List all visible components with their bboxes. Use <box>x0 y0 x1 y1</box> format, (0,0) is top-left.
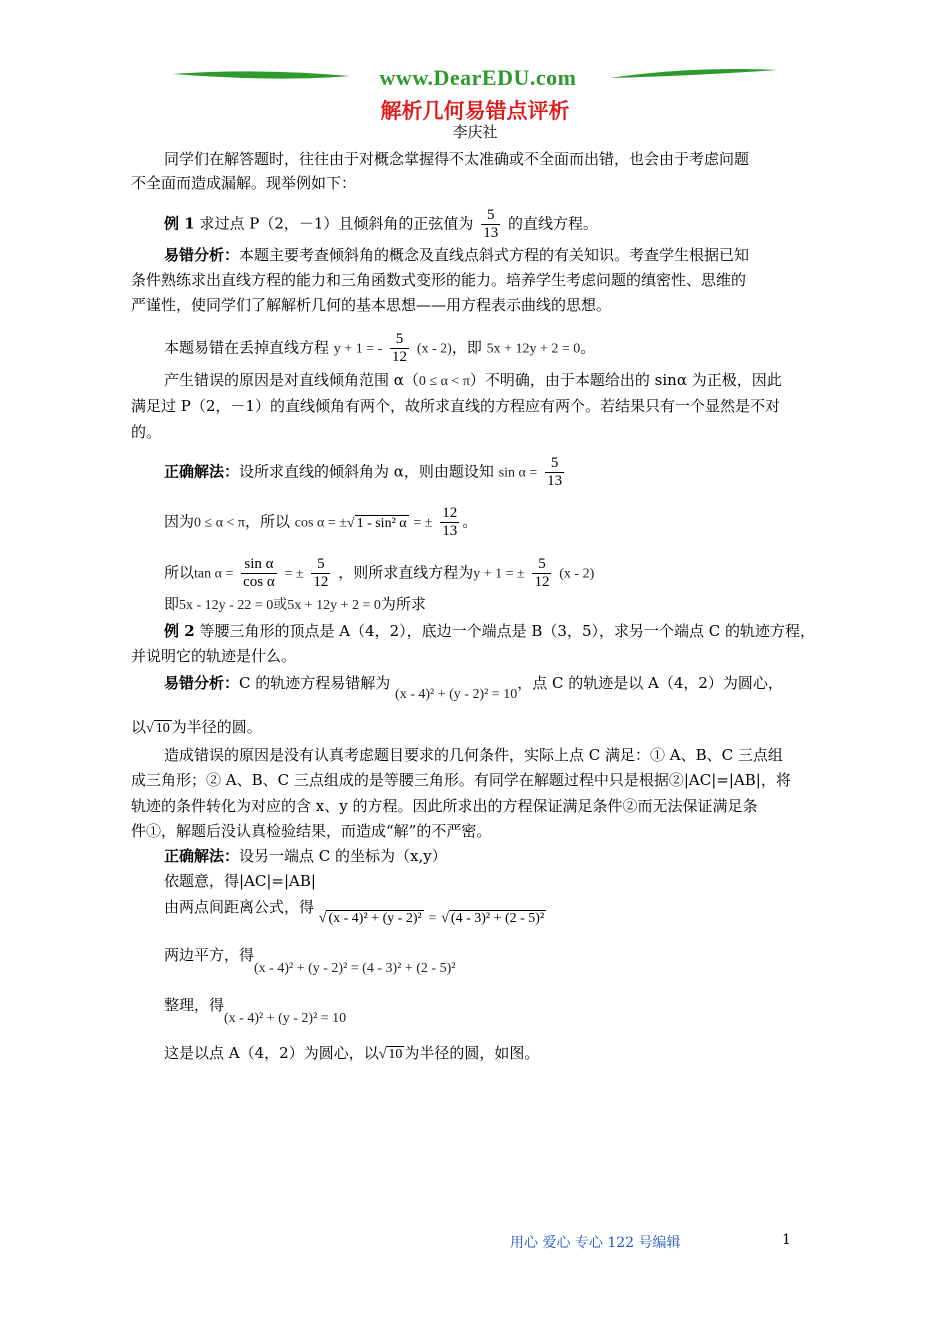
solution-2-line-3: 由两点间距离公式，得 √ (x - 4)² + (y - 2)² = √ (4 - 3)² + (2 - 5)² <box>164 898 545 926</box>
solution-2-line-2: 依题意，得|AC|=|AB| <box>164 872 316 890</box>
site-url: www.DearEDU.com <box>379 65 577 90</box>
analysis-2-cause-2: 成三角形；② A、B、C 三点组成的是等腰三角形。有同学在解题过程中只是根据②|AC|=|AB|，将 <box>131 771 791 789</box>
example-2-line-2: 并说明它的轨迹是什么。 <box>131 647 297 665</box>
analysis-1-cause-1: 产生错误的原因是对直线倾角范围 α（0 ≤ α < π）不明确，由于本题给出的 sinα 为正极，因此 <box>164 371 782 389</box>
page-title: 解析几何易错点评析 <box>380 98 570 123</box>
example-1-label: 例 1 <box>164 214 195 233</box>
analysis-2-cause-4: 件①，解题后没认真检验结果，而造成“解”的不严密。 <box>131 822 492 840</box>
solution-2-line-4: 两边平方，得(x - 4)² + (y - 2)² = (4 - 3)² + (2 - 5)² <box>164 946 456 976</box>
analysis-1-cause-3: 的。 <box>131 423 162 441</box>
site-header <box>170 62 780 92</box>
solution-1-line-4: 即5x - 12y - 22 = 0或5x + 12y + 2 = 0为所求 <box>164 595 426 613</box>
analysis-1-line-3: 严谨性，使同学们了解解析几何的基本思想——用方程表示曲线的思想。 <box>131 296 612 314</box>
analysis-2-cause-3: 轨迹的条件转化为对应的含 x、y 的方程。因此所求出的方程保证满足条件②而无法保证满足条 <box>131 797 758 815</box>
example-1 <box>164 207 598 242</box>
analysis-1-line-2: 条件熟练求出直线方程的能力和三角函数式变形的能力。培养学生考虑问题的缜密性、思维的 <box>131 271 747 289</box>
analysis-1-dropped-eq: 本题易错在丢掉直线方程 y + 1 = - $\frac{5}{12}$ (x - 2)，即 5x + 12y + 2 = 0。 <box>164 331 596 365</box>
solution-2-line-1: 正确解法：设另一端点 C 的坐标为（x,y） <box>164 847 447 865</box>
analysis-2-line-1: 易错分析：C 的轨迹方程易错解为 (x - 4)² + (y - 2)² = 10，点 C 的轨迹是以 A（4，2）为圆心， <box>164 674 783 702</box>
solution-1-line-2: 因为0 ≤ α < π，所以 cos α = ±√ 1 - sin² α = ± $\frac{12}{13}$ 。 <box>164 505 478 539</box>
analysis-1-cause-2: 满足过 P（2，－1）的直线倾角有两个，故所求直线的方程应有两个。若结果只有一个显然是不对 <box>131 397 780 415</box>
intro-line-2: 不全面而造成漏解。现举例如下： <box>131 174 357 192</box>
solution-1-line-3: 所以tan α = $\frac{\text{sin α}}{\text{cos α}}$ = ± $\frac{5}{12}$ ，则所求直线方程为y + 1 = ± $\frac{5}{12}$ (x - 2) <box>164 556 595 590</box>
footer-text: 用心 爱心 专心 122 号编辑 <box>510 1235 681 1251</box>
solution-1-line-1: 正确解法：设所求直线的倾斜角为 α，则由题设知 sin α = $\frac{5}{13}$ <box>164 455 563 489</box>
page-number: 1 <box>782 1232 791 1248</box>
author: 李庆社 <box>452 123 498 141</box>
intro-line-1: 同学们在解答题时，往往由于对概念掌握得不太准确或不全面而出错，也会由于考虑问题 <box>164 150 750 168</box>
example-1-text-a: 求过点 P（2，－1）且倾斜角的正弦值为 <box>199 214 474 233</box>
analysis-2-line-2: 以√ 10 为半径的圆。 <box>131 718 262 736</box>
sqrt-sign: √ 1 - sin² α <box>346 515 407 531</box>
solution-2-line-5: 整理，得(x - 4)² + (y - 2)² = 10 <box>164 996 347 1026</box>
solution-2-line-6: 这是以点 A（4，2）为圆心，以√ 10 为半径的圆，如图。 <box>164 1044 540 1062</box>
analysis-2-cause-1: 造成错误的原因是没有认真考虑题目要求的几何条件，实际上点 C 满足：① A、B、C 三点组 <box>164 746 783 764</box>
example-2-line-1: 例 2 等腰三角形的顶点是 A（4，2），底边一个端点是 B（3，5），求另一个端点 C 的轨迹方程， <box>164 622 816 640</box>
analysis-1-line-1: 易错分析：本题主要考查倾斜角的概念及直线点斜式方程的有关知识。考查学生根据已知 <box>164 246 750 264</box>
example-1-text-b: 的直线方程。 <box>507 214 598 233</box>
fraction-5-13: $\frac{5}{13}$ <box>483 207 499 241</box>
